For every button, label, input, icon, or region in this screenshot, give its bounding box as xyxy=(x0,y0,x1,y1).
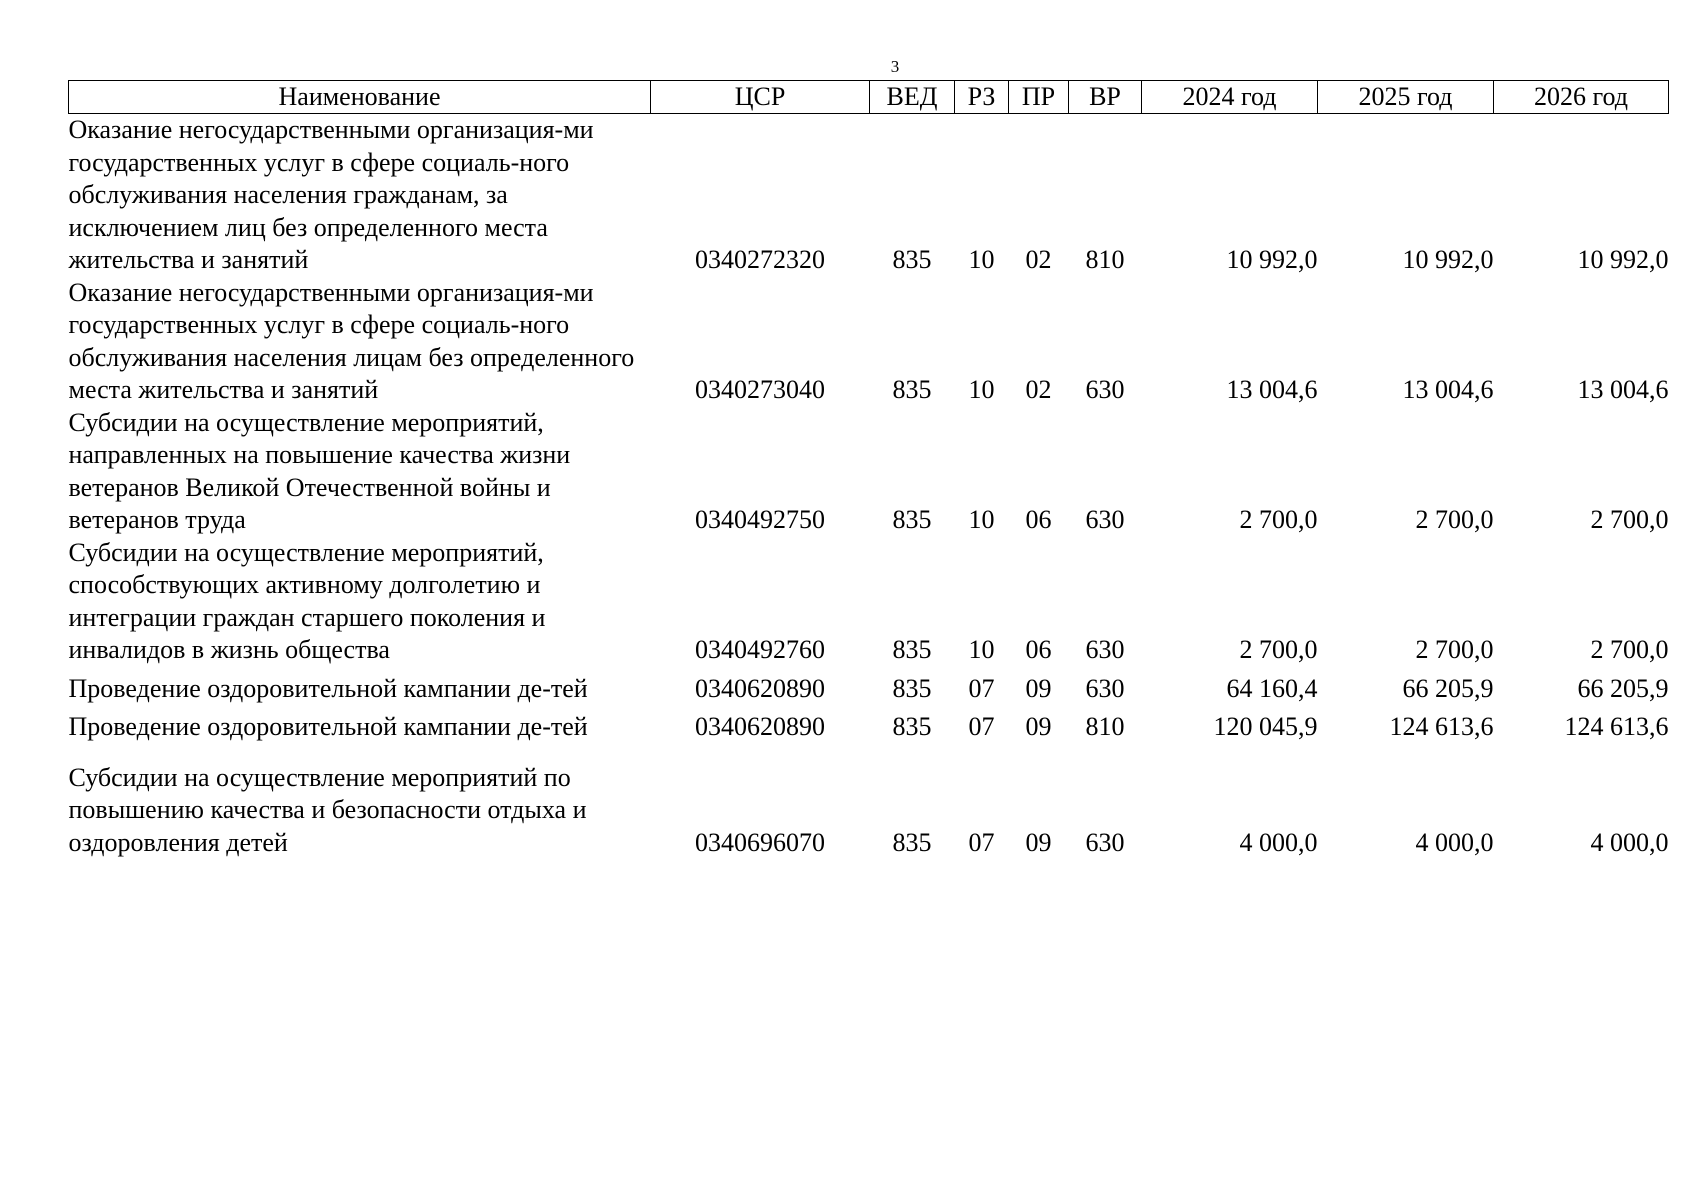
row-vr: 630 xyxy=(1085,827,1125,857)
row-name: Проведение оздоровительной кампании де-тей xyxy=(68,712,588,741)
row-csr: 0340620890 xyxy=(695,712,825,741)
row-pr: 06 xyxy=(1025,505,1052,534)
row-csr: 0340620890 xyxy=(695,673,825,703)
table-row xyxy=(69,407,1669,537)
row-name: Проведение оздоровительной кампании де-тей xyxy=(68,673,588,703)
row-2025: 124 613,6 xyxy=(1389,712,1494,741)
row-2024: 13 004,6 xyxy=(1226,375,1318,404)
row-name: Субсидии на осуществление мероприятий по повышению качества и безопасности отдыха и оздоровления детей xyxy=(68,762,587,857)
header-rz: РЗ xyxy=(955,81,1009,114)
row-rz: 07 xyxy=(968,673,995,703)
table-header-row xyxy=(69,81,1669,114)
budget-table xyxy=(68,80,1669,859)
row-rz: 10 xyxy=(968,505,995,534)
row-ved: 835 xyxy=(892,375,932,404)
row-2025: 10 992,0 xyxy=(1402,245,1494,274)
header-2024: 2024 год xyxy=(1142,81,1318,114)
row-name: Субсидии на осуществление мероприятий, способствующих активному долголетию и интеграции граждан старшего поколения и инвалидов в жизнь общества xyxy=(68,537,546,664)
header-name: Наименование xyxy=(69,81,651,114)
row-name: Оказание негосударственными организация-ми государственных услуг в сфере социаль-ного обслуживания населения лицам без определенного места жительства и занятий xyxy=(68,277,635,404)
row-vr: 630 xyxy=(1085,673,1125,703)
row-2026: 13 004,6 xyxy=(1577,375,1669,404)
row-2026: 124 613,6 xyxy=(1564,712,1669,741)
row-csr: 0340696070 xyxy=(695,827,825,857)
row-2026: 2 700,0 xyxy=(1590,635,1669,664)
row-csr: 0340272320 xyxy=(695,245,825,274)
row-2026: 2 700,0 xyxy=(1590,505,1669,534)
row-rz: 07 xyxy=(968,827,995,857)
row-vr: 630 xyxy=(1085,375,1125,404)
row-pr: 09 xyxy=(1025,827,1052,857)
row-name: Субсидии на осуществление мероприятий, направленных на повышение качества жизни ветеранов Великой Отечественной войны и ветеранов труда xyxy=(68,407,571,534)
header-csr: ЦСР xyxy=(651,81,870,114)
row-pr: 06 xyxy=(1025,635,1052,664)
row-ved: 835 xyxy=(892,827,932,857)
row-ved: 835 xyxy=(892,245,932,274)
row-2024: 2 700,0 xyxy=(1239,505,1318,534)
row-pr: 02 xyxy=(1025,375,1052,404)
row-rz: 07 xyxy=(968,712,995,741)
row-2026: 4 000,0 xyxy=(1590,827,1669,857)
row-ved: 835 xyxy=(892,635,932,664)
header-pr: ПР xyxy=(1009,81,1069,114)
row-2026: 66 205,9 xyxy=(1577,673,1669,703)
row-pr: 09 xyxy=(1025,712,1052,741)
row-vr: 810 xyxy=(1085,712,1125,741)
row-vr: 630 xyxy=(1085,635,1125,664)
row-ved: 835 xyxy=(892,505,932,534)
row-2024: 120 045,9 xyxy=(1213,712,1318,741)
table-row xyxy=(69,705,1669,744)
row-pr: 09 xyxy=(1025,673,1052,703)
table-row xyxy=(69,537,1669,667)
row-pr: 02 xyxy=(1025,245,1052,274)
row-ved: 835 xyxy=(892,673,932,703)
row-2025: 4 000,0 xyxy=(1415,827,1494,857)
row-rz: 10 xyxy=(968,635,995,664)
row-2024: 10 992,0 xyxy=(1226,245,1318,274)
row-csr: 0340492760 xyxy=(695,635,825,664)
row-2024: 4 000,0 xyxy=(1239,827,1318,857)
row-ved: 835 xyxy=(892,712,932,741)
table-row xyxy=(69,277,1669,407)
row-csr: 0340492750 xyxy=(695,505,825,534)
row-2025: 2 700,0 xyxy=(1415,505,1494,534)
row-vr: 630 xyxy=(1085,505,1125,534)
header-2026: 2026 год xyxy=(1494,81,1669,114)
row-rz: 10 xyxy=(968,375,995,404)
header-ved: ВЕД xyxy=(870,81,955,114)
row-csr: 0340273040 xyxy=(695,375,825,404)
row-2025: 66 205,9 xyxy=(1402,673,1494,703)
row-2025: 2 700,0 xyxy=(1415,635,1494,664)
table-row xyxy=(69,667,1669,706)
row-name: Оказание негосударственными организация-ми государственных услуг в сфере социаль-ного обслуживания населения гражданам, за исключением лиц без определенного места жительства и занятий xyxy=(68,115,594,274)
table-row xyxy=(69,744,1669,860)
row-rz: 10 xyxy=(968,245,995,274)
header-2025: 2025 год xyxy=(1318,81,1494,114)
table-row xyxy=(69,114,1669,277)
header-vr: ВР xyxy=(1069,81,1142,114)
row-2025: 13 004,6 xyxy=(1402,375,1494,404)
row-2026: 10 992,0 xyxy=(1577,245,1669,274)
row-vr: 810 xyxy=(1085,245,1125,274)
row-2024: 2 700,0 xyxy=(1239,635,1318,664)
page-number: 3 xyxy=(890,57,900,76)
row-2024: 64 160,4 xyxy=(1226,673,1318,703)
